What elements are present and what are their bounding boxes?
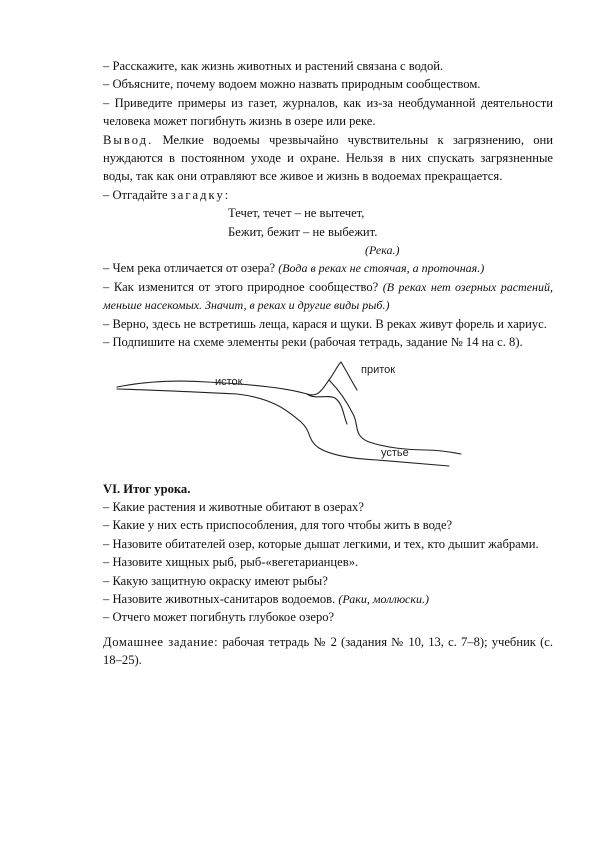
- question-line: [103, 278, 553, 315]
- summary-item: – Отчего может погибнуть глубокое озеро?: [103, 610, 335, 625]
- summary-item: [103, 590, 553, 608]
- question-line: [103, 259, 553, 277]
- text-line: – Объясните, почему водоем можно назвать природным сообществом.: [103, 77, 481, 92]
- text-line: – Подпишите на схеме элементы реки (рабочая тетрадь, задание № 14 на с. 8).: [103, 335, 523, 350]
- label-mouth: устье: [381, 446, 409, 459]
- summary-item: – Какую защитную окраску имеют рыбы?: [103, 573, 328, 588]
- answer-text: (Раки, моллюски.): [338, 591, 429, 606]
- summary-item: – Назовите хищных рыб, рыб-«вегетарианцев».: [103, 555, 359, 570]
- text-line: – Приведите примеры из газет, журналов, как из-за необдуманной деятельности человека может погибнуть жизнь в озере или реке.: [103, 95, 553, 129]
- riddle-verse-2: Бежит, бежит – не выбежит.: [228, 224, 378, 239]
- conclusion-paragraph: [103, 131, 553, 186]
- question-text: – Чем река отличается от озера?: [103, 261, 279, 276]
- question-text: – Назовите животных-санитаров водоемов.: [103, 591, 339, 606]
- summary-item: – Назовите обитателей озер, которые дышат легкими, и тех, кто дышит жабрами.: [103, 536, 539, 551]
- label-tributary: приток: [361, 363, 396, 376]
- conclusion-label: Вывод.: [103, 132, 154, 147]
- riddle-colon: :: [224, 187, 229, 202]
- text-line: – Верно, здесь не встретишь леща, карася и щуки. В реках живут форель и хариус.: [103, 316, 547, 331]
- label-source: исток: [215, 375, 243, 388]
- question-text: – Как изменится от этого природное сообщество?: [103, 279, 383, 294]
- river-bank-inner: [307, 394, 347, 424]
- tributary-line: [341, 362, 357, 390]
- riddle-prompt-start: – Отгадайте: [103, 187, 171, 202]
- answer-text: (В реках нет озерных растений, меньше насекомых. Значит, в реках и другие виды рыб.): [103, 279, 553, 313]
- river-diagram: [103, 358, 553, 470]
- riddle-verse-1: Течет, течет – не вытечет,: [228, 206, 365, 221]
- riddle-prompt: [103, 186, 553, 204]
- conclusion-text: Мелкие водоемы чрезвычайно чувствительны к загрязнению, они нуждаются в постоянном уходе и охране. Нельзя в них спускать загрязненные воды, так как они отравляют все живое и жизнь в водоемах прекращается.: [103, 132, 553, 184]
- riddle-word: загадку: [170, 187, 225, 202]
- homework-text: рабочая тетрадь № 2 (задания № 10, 13, с. 7–8); учебник (с. 18–25).: [103, 634, 554, 668]
- tributary-bank: [329, 380, 461, 454]
- section-title: VI. Итог урока.: [103, 481, 191, 496]
- summary-questions: [103, 498, 553, 627]
- riddle-answer: (Река.): [365, 243, 400, 258]
- homework: [103, 633, 553, 670]
- page-content: [103, 57, 553, 670]
- river-scheme: [57, 358, 477, 470]
- summary-item: – Какие у них есть приспособления, для того чтобы жить в воде?: [103, 518, 453, 533]
- homework-label: Домашнее задание:: [103, 634, 219, 649]
- answer-text: (Вода в реках не стоячая, а проточная.): [278, 261, 485, 276]
- text-line: – Расскажите, как жизнь животных и растений связана с водой.: [103, 59, 444, 73]
- summary-item: – Какие растения и животные обитают в озерах?: [103, 499, 364, 514]
